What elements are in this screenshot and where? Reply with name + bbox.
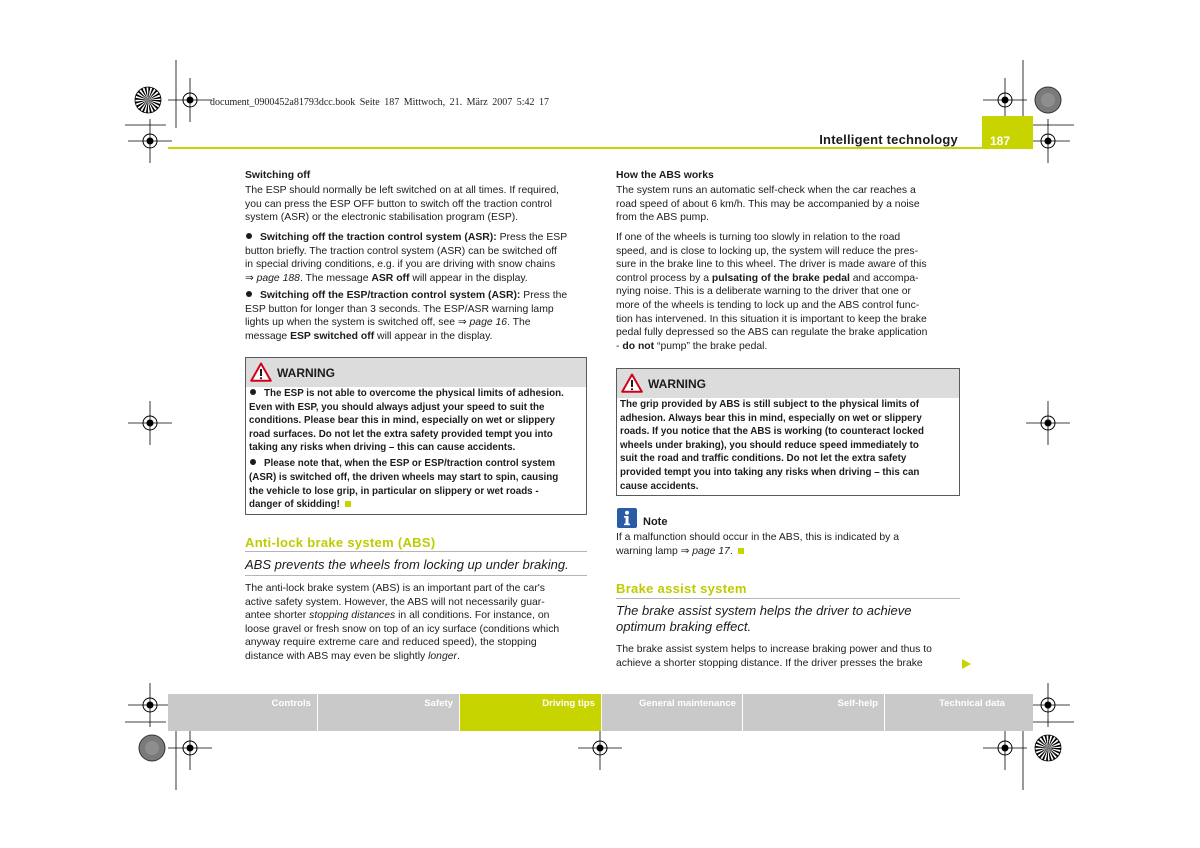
tab-safety[interactable]: Safety — [318, 694, 459, 731]
warning-title: WARNING — [277, 366, 335, 380]
tab-controls[interactable]: Controls — [168, 694, 317, 731]
switching-off-intro: The ESP should normally be left switched on at all times. If required, you can press the ESP OFF button to switch off the traction control system (ASR) or the electronic stabilisation program (ESP). — [245, 185, 559, 224]
tab-driving-tips[interactable]: Driving tips — [460, 694, 601, 731]
abs-self-check-paragraph: The system runs an automatic self-check when the car reaches a road speed of about 6 km/h. This may be accompanied by a noise from the ABS pump. — [616, 185, 920, 224]
paragraph-text: If one of the wheels is turning too slowly in relation to the road speed, and is close to locking up, the system will reduce the pres- sure in the brake line to this wheel. The driver is made aware of this control process by a — [616, 232, 927, 284]
bullet-text: will appear in the display. — [374, 330, 493, 342]
warning-box-abs — [616, 368, 960, 496]
warning-body — [617, 398, 959, 493]
continue-arrow-icon — [962, 659, 971, 669]
page-number-box — [982, 116, 1033, 149]
bullet-lead: Switching off the traction control system (ASR): — [260, 232, 497, 243]
warning-triangle-icon — [250, 362, 272, 382]
warning-item-text: The ESP is not able to overcome the physical limits of adhesion. Even with ESP, you should always adjust your speed to suit the conditions. Please bear this in mind, especially on wet or slippery road surfaces. Do not let the extra safety provided tempt you into taking any risks when driving – this can cause accidents. — [249, 388, 564, 454]
section-subtitle-abs: ABS prevents the wheels from locking up under braking. — [245, 557, 569, 572]
strong-text: do not — [622, 340, 655, 352]
bullet-text: . The message — [299, 272, 372, 284]
warning-body — [246, 387, 586, 512]
note-text — [616, 531, 960, 558]
page-reference-link[interactable]: page 16 — [469, 317, 508, 329]
tab-general-maintenance[interactable]: General maintenance — [602, 694, 742, 731]
paragraph-text: “pump” the brake pedal. — [654, 340, 768, 352]
page-number: 187 — [990, 134, 1011, 148]
running-title: Intelligent technology — [819, 132, 958, 147]
warning-header — [246, 358, 586, 387]
warning-item-text: Please note that, when the ESP or ESP/traction control system (ASR) is switched off, the driven wheels may start to spin, causing the vehicle to lose grip, in particular on slippery or wet roads - danger of skidding! — [249, 458, 559, 511]
section-heading-rule — [616, 598, 960, 599]
abs-intro-paragraph — [245, 582, 587, 664]
end-of-section-marker — [345, 501, 351, 507]
section-subtitle-rule — [245, 575, 587, 576]
note-title: Note — [643, 516, 668, 528]
bullet-esp-off — [245, 289, 587, 343]
bullet-icon — [245, 233, 260, 240]
page-reference-link[interactable]: page 17 — [692, 545, 730, 557]
bullet-text: . The message — [245, 317, 531, 342]
print-slug: document_0900452a81793dcc.book Seite 187 Mittwoch, 21. März 2007 5:42 17 — [210, 97, 550, 108]
bullet-text: Press the ESP button for longer than 3 seconds. The ESP/ASR warning lamp lights up when the system is switched off, see ⇒ — [245, 290, 568, 329]
warning-title: WARNING — [648, 377, 706, 391]
emphasis-text: stopping distances — [309, 610, 396, 622]
warning-text: The grip provided by ABS is still subject to the physical limits of adhesion. Always bear this in mind, especially on wet or slippery roads. If you notice that the ABS is working (to counteract locked wheels under braking), you should reduce speed immediately to suit the road and traffic conditions. Do not let the extra safety provided tempt you into taking any risks when driving – this can cause accidents. — [620, 399, 924, 492]
paragraph-text: . — [456, 650, 460, 662]
warning-box-esp — [245, 357, 587, 515]
section-heading-abs: Anti-lock brake system (ABS) — [245, 535, 436, 550]
bullet-lead: Switching off the ESP/traction control system (ASR): — [260, 290, 521, 301]
paragraph-text: The anti-lock brake system (ABS) is an important part of the car's active safety system. However, the ABS will not necessarily guar- antee shorter — [245, 583, 545, 622]
warning-item — [249, 457, 583, 511]
section-subtitle-brake-assist: The brake assist system helps the driver to achieve optimum braking effect. — [616, 603, 912, 634]
paragraph-text: in all conditions. For instance, on loose gravel or fresh snow on top of an icy surface (conditions which anyway require extreme care and reduced speed), the stopping distance with ABS may even be slightly — [245, 610, 560, 662]
emphasis-text: longer — [428, 650, 457, 662]
bullet-text: Press the ESP button briefly. The traction control system (ASR) can be switched off in special driving conditions, e.g. if you are driving with snow chains ⇒ — [245, 232, 568, 284]
bullet-icon — [245, 291, 260, 298]
bullet-icon — [249, 389, 264, 396]
display-message: ESP switched off — [290, 330, 375, 342]
warning-item — [249, 387, 583, 455]
brake-assist-paragraph: The brake assist system helps to increase braking power and thus to achieve a shorter stopping distance. If the driver presses the brake — [616, 644, 932, 669]
section-heading-rule — [245, 551, 587, 552]
bullet-asr-off — [245, 231, 587, 285]
strong-text: pulsating of the brake pedal — [711, 272, 850, 284]
page-reference-link[interactable]: page 188 — [256, 272, 300, 284]
chapter-tabs — [168, 694, 1033, 731]
end-of-section-marker — [738, 548, 744, 554]
paragraph-text: and accompa- nying noise. This is a deliberate warning to the driver that one or more of the wheels is tending to lock up and the ABS control func- tion has intervened. In this situation it is important to keep the brake pedal fully depressed so the ABS can regulate the brake application - — [616, 272, 928, 352]
how-abs-works-heading: How the ABS works — [616, 170, 714, 181]
abs-operation-paragraph — [616, 231, 960, 353]
warning-header — [617, 369, 959, 398]
info-icon — [617, 508, 637, 528]
tab-self-help[interactable]: Self-help — [743, 694, 884, 731]
section-heading-brake-assist: Brake assist system — [616, 581, 747, 596]
bullet-text: will appear in the display. — [409, 272, 528, 284]
paragraph-text: If a malfunction should occur in the ABS, this is indicated by a warning lamp ⇒ — [616, 532, 900, 557]
display-message: ASR off — [371, 272, 410, 284]
bullet-icon — [249, 459, 264, 466]
switching-off-heading: Switching off — [245, 170, 311, 181]
tab-technical-data[interactable]: Technical data — [885, 694, 1033, 731]
warning-triangle-icon — [621, 373, 643, 393]
paragraph-text: . — [729, 545, 733, 557]
